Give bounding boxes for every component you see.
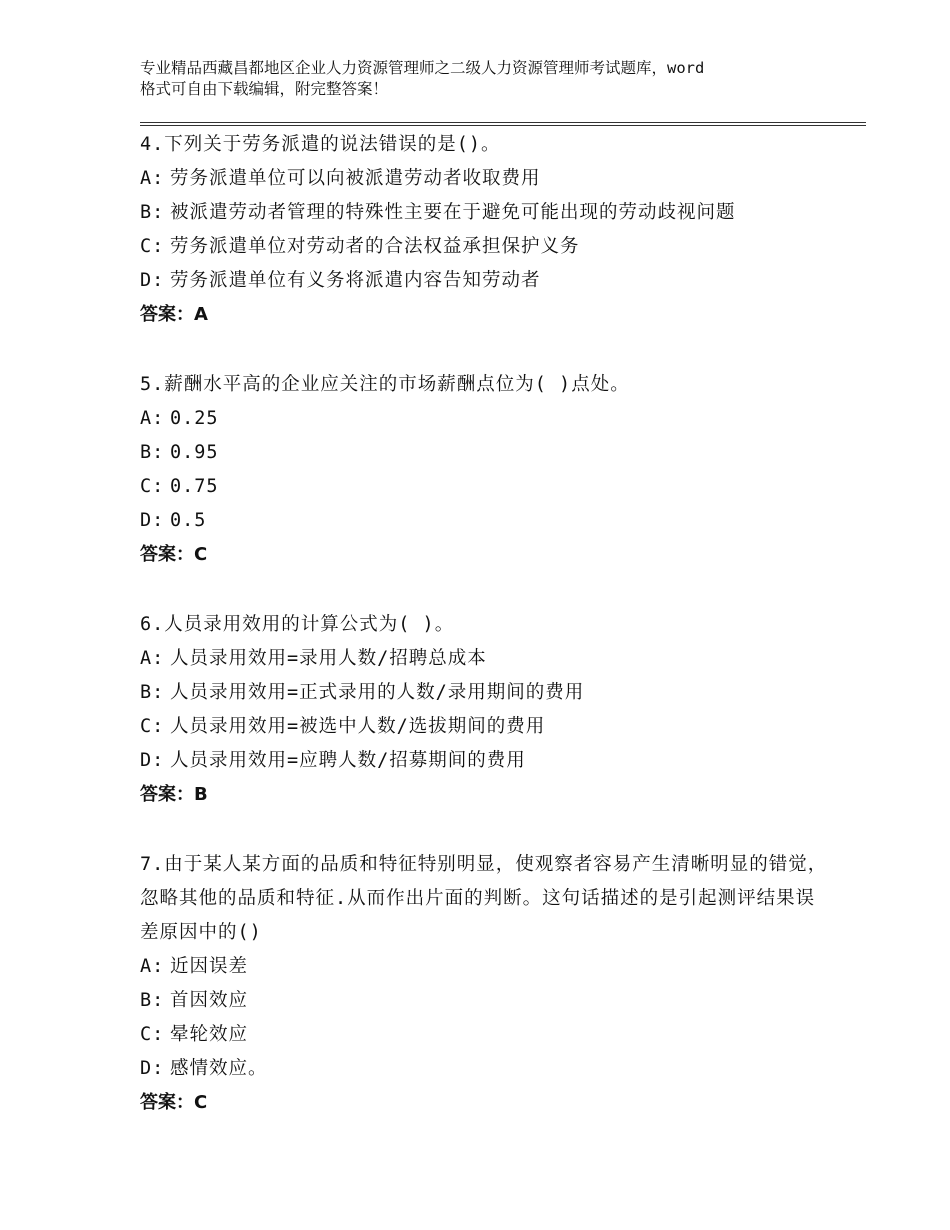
option-text: 被派遣劳动者管理的特殊性主要在于避免可能出现的劳动歧视问题: [170, 202, 736, 223]
option-a: [140, 162, 830, 196]
answer-label: 答案：C: [140, 544, 208, 565]
option-text: 0.95: [170, 442, 219, 463]
option-letter: B:: [140, 202, 165, 223]
option-c: [140, 230, 830, 264]
option-text: 感情效应。: [170, 1058, 268, 1079]
answer-label: 答案：B: [140, 784, 208, 805]
option-letter: D:: [140, 510, 165, 531]
question-stem: 7.由于某人某方面的品质和特征特别明显，使观察者容易产生清晰明显的错觉，忽略其他的品质和特征.从而作出片面的判断。这句话描述的是引起测评结果误差原因中的(): [140, 854, 828, 943]
option-letter: B:: [140, 682, 165, 703]
option-text: 0.25: [170, 408, 219, 429]
option-letter: D:: [140, 750, 165, 771]
option-letter: A:: [140, 168, 165, 189]
option-letter: C:: [140, 1024, 165, 1045]
option-d: [140, 744, 830, 778]
question-6: [140, 608, 830, 812]
option-c: [140, 710, 830, 744]
option-letter: C:: [140, 716, 165, 737]
option-c: [140, 470, 830, 504]
option-letter: B:: [140, 442, 165, 463]
option-b: [140, 196, 830, 230]
answer-label: 答案：C: [140, 1092, 208, 1113]
option-text: 人员录用效用=录用人数/招聘总成本: [170, 648, 487, 669]
option-b: [140, 984, 830, 1018]
option-letter: C:: [140, 236, 165, 257]
option-d: [140, 504, 830, 538]
option-text: 首因效应: [170, 990, 249, 1011]
option-text: 人员录用效用=正式录用的人数/录用期间的费用: [170, 682, 585, 703]
question-stem: 4.下列关于劳务派遣的说法错误的是()。: [140, 134, 501, 155]
option-letter: B:: [140, 990, 165, 1011]
question-list: [140, 128, 830, 1156]
option-letter: A:: [140, 408, 165, 429]
document-header: [140, 58, 840, 100]
option-text: 人员录用效用=被选中人数/选拔期间的费用: [170, 716, 546, 737]
option-text: 劳务派遣单位可以向被派遣劳动者收取费用: [170, 168, 541, 189]
option-text: 劳务派遣单位对劳动者的合法权益承担保护义务: [170, 236, 580, 257]
option-letter: C:: [140, 476, 165, 497]
header-divider-thin: [140, 122, 866, 123]
question-4: [140, 128, 830, 332]
header-title-line-2: 格式可自由下载编辑，附完整答案！: [140, 80, 389, 98]
option-letter: A:: [140, 956, 165, 977]
option-text: 人员录用效用=应聘人数/招募期间的费用: [170, 750, 526, 771]
option-a: [140, 642, 830, 676]
header-divider-thick: [140, 125, 866, 126]
question-stem: 5.薪酬水平高的企业应关注的市场薪酬点位为( )点处。: [140, 374, 630, 395]
option-b: [140, 676, 830, 710]
option-letter: D:: [140, 270, 165, 291]
question-5: [140, 368, 830, 572]
option-c: [140, 1018, 830, 1052]
answer-label: 答案：A: [140, 304, 208, 325]
option-text: 0.5: [170, 510, 207, 531]
option-text: 晕轮效应: [170, 1024, 249, 1045]
question-7: [140, 848, 830, 1120]
option-d: [140, 264, 830, 298]
option-text: 劳务派遣单位有义务将派遣内容告知劳动者: [170, 270, 541, 291]
option-a: [140, 950, 830, 984]
option-a: [140, 402, 830, 436]
header-title-line-1: 专业精品西藏昌都地区企业人力资源管理师之二级人力资源管理师考试题库，word: [140, 59, 705, 77]
option-d: [140, 1052, 830, 1086]
option-letter: A:: [140, 648, 165, 669]
option-b: [140, 436, 830, 470]
question-stem: 6.人员录用效用的计算公式为( )。: [140, 614, 455, 635]
option-text: 近因误差: [170, 956, 249, 977]
option-text: 0.75: [170, 476, 219, 497]
option-letter: D:: [140, 1058, 165, 1079]
